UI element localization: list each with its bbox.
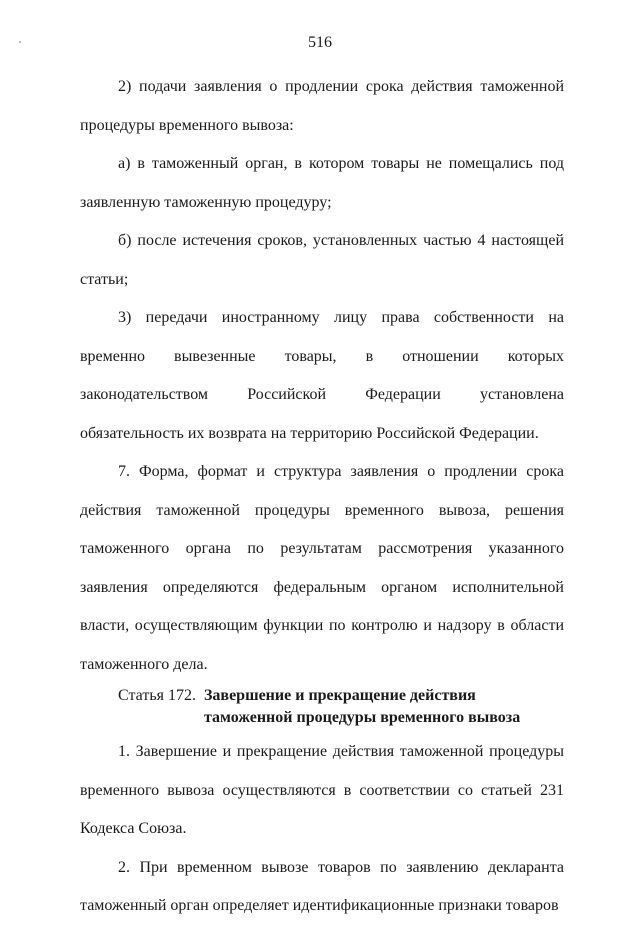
article-title: Завершение и прекращение действия таможенной процедуры временного вывоза (203, 687, 521, 726)
paragraph-subitem-b: б) после истечения сроков, установленных частью 4 настоящей статьи; (80, 232, 564, 288)
paragraph-subitem-a: а) в таможенный орган, в котором товары не помещались под заявленную таможенную процедуру; (80, 155, 564, 211)
article-paragraph-1: 1. Завершение и прекращение действия таможенной процедуры временного вывоза осуществляются в соответствии со статьей 231 Кодекса Союза. (80, 743, 564, 837)
paragraph-item-2: 2) подачи заявления о продлении срока действия таможенной процедуры временного вывоза: (80, 78, 564, 134)
document-body (80, 68, 564, 926)
page-number: 516 (308, 34, 332, 51)
article-heading (118, 685, 564, 729)
paragraph-part-7: 7. Форма, формат и структура заявления о продлении срока действия таможенной процедуры временного вывоза, решения таможенного органа по результатам рассмотрения указанного заявления определяются федеральным органом исполнительной власти, осуществляющим функции по контролю и надзору в области таможенного дела. (80, 463, 564, 673)
article-paragraph-2: 2. При временном вывозе товаров по заявлению декларанта таможенный орган определяет идентификационные признаки товаров (80, 858, 564, 914)
paragraph-item-3: 3) передачи иностранному лицу права собственности на временно вывезенные товары, в отношении которых законодательством Российской Федерации установлена обязательность их возврата на территорию Российской Федерации. (80, 309, 564, 442)
article-number: Статья 172. (118, 687, 196, 704)
